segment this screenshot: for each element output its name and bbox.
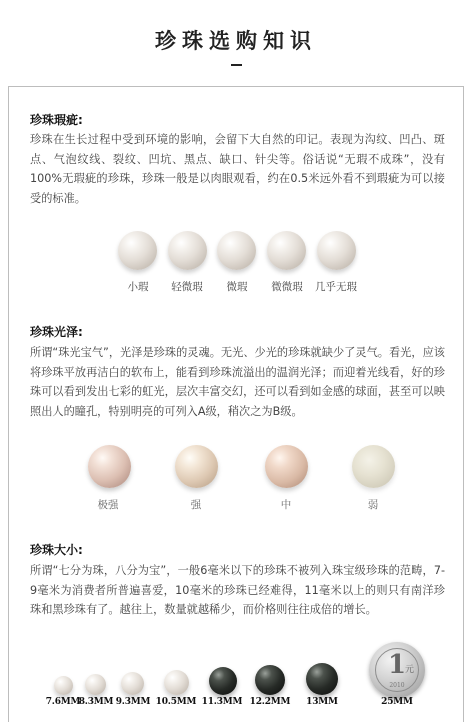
pearl-size-8-3 bbox=[85, 674, 106, 695]
pearl-size-12-2 bbox=[255, 665, 285, 695]
title-divider bbox=[231, 64, 242, 66]
pearl-size-9-3 bbox=[121, 672, 144, 695]
pearl-size-13 bbox=[306, 663, 338, 695]
luster-label: 弱 bbox=[367, 499, 379, 511]
pearl-size-7-6 bbox=[54, 676, 73, 695]
luster-label: 中 bbox=[280, 499, 292, 511]
size-label: 7.6MM bbox=[45, 697, 81, 707]
flaw-label: 微瑕 bbox=[226, 281, 248, 293]
luster-heading: 珍珠光泽: bbox=[30, 325, 83, 339]
coin-value: 1 bbox=[387, 650, 407, 680]
luster-label: 极强 bbox=[97, 499, 119, 511]
coin-unit: 元 bbox=[405, 665, 415, 675]
pearl-flaw-2 bbox=[168, 231, 207, 270]
luster-text: 所谓“珠光宝气”，光泽是珍珠的灵魂。无光、少光的珍珠就缺少了灵气。看光，应该将珍珠平放再洁白的软布上，能看到珍珠流溢出的温润光泽；而迎着光线看，好的珍珠可以看到发出七彩的虹光，层次丰富交幻，还可以看到如金感的球面，甚至可以映照出人的瞳孔，特别明亮的可列入A级，稍次之为B级。 bbox=[30, 346, 445, 418]
pearl-luster-3 bbox=[265, 445, 308, 488]
pearl-luster-4 bbox=[352, 445, 395, 488]
pearl-flaw-3 bbox=[217, 231, 256, 270]
flaws-heading: 珍珠瑕疵: bbox=[30, 113, 83, 127]
flaws-text: 珍珠在生长过程中受到环境的影响，会留下大自然的印记。表现为沟纹、凹凸、斑点、气泡纹线、裂纹、凹坑、黑点、缺口、针尖等。俗话说“无瑕不成珠”，没有100%无瑕疵的珍珠，珍珠一般是以肉眼观看，约在0.5米远外看不到瑕疵为可以接受的标准。 bbox=[30, 133, 445, 205]
size-label: 10.5MM bbox=[155, 697, 197, 707]
pearl-size-11-3 bbox=[209, 667, 237, 695]
pearl-luster-1 bbox=[88, 445, 131, 488]
coin-reference bbox=[369, 642, 425, 698]
pearl-flaw-5 bbox=[317, 231, 356, 270]
size-label: 11.3MM bbox=[201, 697, 243, 707]
size-text: 所谓“七分为珠，八分为宝”，一般6毫米以下的珍珠不被列入珠宝级珍珠的范畴，7-9毫米为消费者所普遍喜爱，10毫米的珍珠已经难得，11毫米以上的则只有南洋珍珠和黑珍珠有了。越往上，数量就越稀少，而价格则往往成倍的增长。 bbox=[30, 564, 445, 617]
luster-label: 强 bbox=[190, 499, 202, 511]
flaw-label: 几乎无瑕 bbox=[315, 281, 357, 293]
flaw-label: 微微瑕 bbox=[271, 281, 303, 293]
pearl-flaw-1 bbox=[118, 231, 157, 270]
size-label: 25MM bbox=[381, 697, 413, 707]
coin-year: 2010 bbox=[389, 682, 405, 689]
pearl-flaw-4 bbox=[267, 231, 306, 270]
page-title: 珍珠选购知识 bbox=[155, 28, 317, 53]
pearl-luster-2 bbox=[175, 445, 218, 488]
size-label: 8.3MM bbox=[78, 697, 114, 707]
flaw-label: 轻微瑕 bbox=[171, 281, 203, 293]
pearl-size-10-5 bbox=[164, 670, 189, 695]
size-label: 12.2MM bbox=[249, 697, 291, 707]
size-label: 13MM bbox=[306, 697, 338, 707]
flaw-label: 小瑕 bbox=[127, 281, 149, 293]
size-heading: 珍珠大小: bbox=[30, 543, 83, 557]
size-label: 9.3MM bbox=[115, 697, 151, 707]
